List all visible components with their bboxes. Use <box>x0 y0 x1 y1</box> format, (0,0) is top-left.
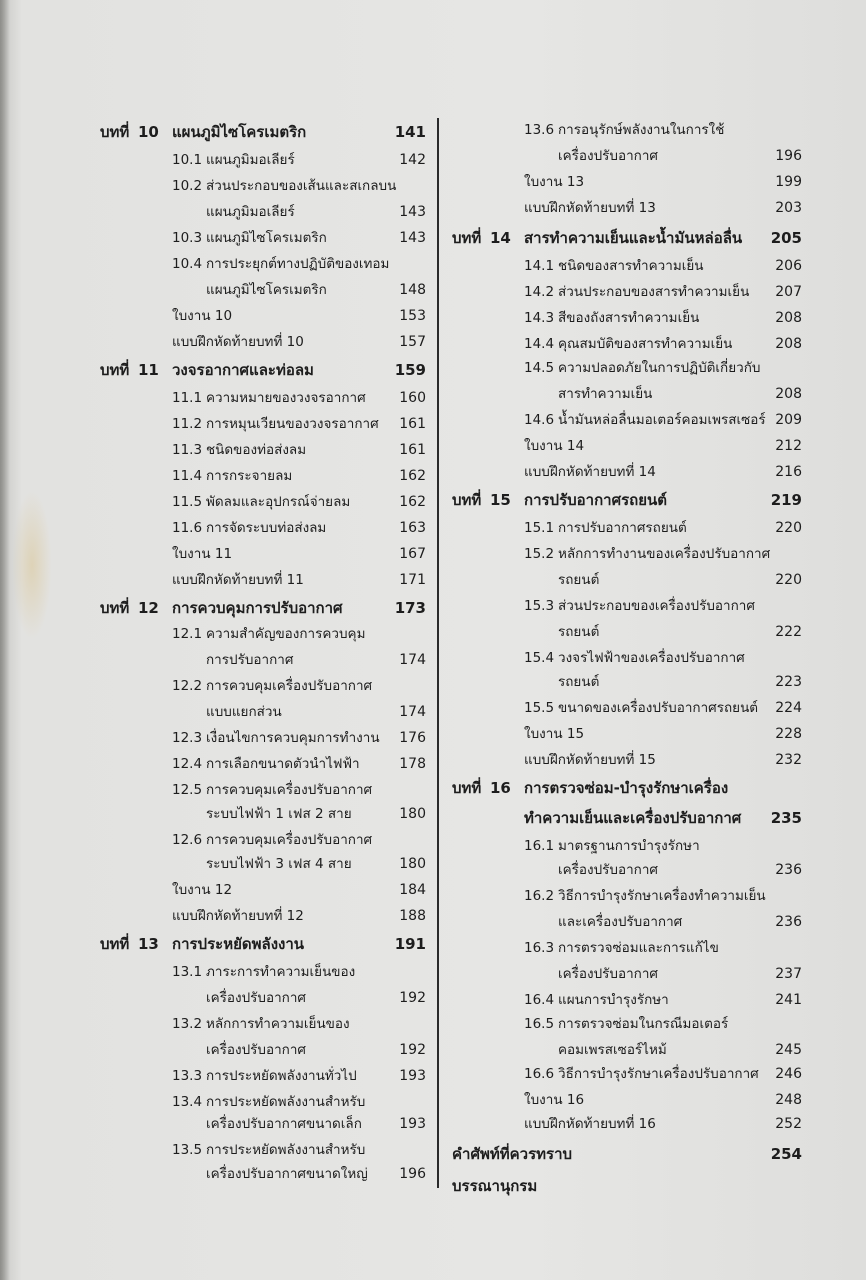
section-number: 11.4 <box>172 468 203 484</box>
entry-title: ใบงาน 14 <box>524 438 585 454</box>
section-title: สีของถังสารทำความเย็น <box>558 310 700 326</box>
toc-section-entry-continued <box>100 278 428 302</box>
toc-section-entry <box>100 148 428 172</box>
page-number: 153 <box>399 308 426 324</box>
toc-chapter-entry <box>100 358 428 382</box>
chapter-number: 15 <box>490 491 511 509</box>
page-number: 143 <box>399 204 426 220</box>
entry-title: ใบงาน 11 <box>172 546 233 562</box>
page-number: 245 <box>775 1042 802 1058</box>
section-title: การประยุกต์ทางปฏิบัติของเทอม <box>206 256 390 272</box>
toc-chapter-entry <box>100 120 428 144</box>
page-number: 207 <box>775 284 802 300</box>
toc-worksheet-entry <box>100 904 428 928</box>
page-number: 162 <box>399 494 426 510</box>
chapter-number: 11 <box>138 361 159 379</box>
section-title: การเลือกขนาดตัวนำไฟฟ้า <box>206 756 360 772</box>
page-number: 157 <box>399 334 426 350</box>
chapter-label: บทที่ <box>452 229 482 247</box>
page-number: 252 <box>775 1116 802 1132</box>
toc-worksheet-entry <box>452 1088 804 1112</box>
toc-section-entry <box>452 516 804 540</box>
entry-title: ใบงาน 12 <box>172 882 233 898</box>
toc-section-entry <box>100 464 428 488</box>
toc-worksheet-entry <box>100 878 428 902</box>
section-title: หลักการทำงานของเครื่องปรับอากาศ <box>558 546 771 562</box>
section-number: 15.5 <box>524 700 555 716</box>
toc-section-entry <box>100 1138 428 1162</box>
section-title: ส่วนประกอบของสารทำความเย็น <box>558 284 750 300</box>
section-number: 16.1 <box>524 838 555 854</box>
toc-chapter-entry <box>100 596 428 620</box>
page-number: 163 <box>399 520 426 536</box>
toc-section-entry-continued <box>100 852 428 876</box>
page-number: 196 <box>775 148 802 164</box>
chapter-number: 10 <box>138 123 159 141</box>
page-number: 160 <box>399 390 426 406</box>
page-number: 236 <box>775 914 802 930</box>
chapter-label: บทที่ <box>100 361 130 379</box>
chapter-title: แผนภูมิไซโครเมตริก <box>172 123 307 141</box>
section-number: 10.4 <box>172 256 203 272</box>
section-number: 15.1 <box>524 520 555 536</box>
backmatter-title: คำศัพท์ที่ควรทราบ <box>452 1145 573 1163</box>
chapter-title: การประหยัดพลังงาน <box>172 935 305 953</box>
section-number: 12.3 <box>172 730 203 746</box>
section-number: 11.1 <box>172 390 203 406</box>
toc-section-entry <box>100 412 428 436</box>
toc-section-entry <box>100 828 428 852</box>
page-number: 176 <box>399 730 426 746</box>
chapter-title: สารทำความเย็นและน้ำมันหล่อลื่น <box>524 229 743 247</box>
entry-title: ใบงาน 13 <box>524 174 585 190</box>
section-number: 15.4 <box>524 650 555 666</box>
toc-chapter-entry <box>100 932 428 956</box>
page-number: 248 <box>775 1092 802 1108</box>
section-title: แผนการบำรุงรักษา <box>558 992 669 1008</box>
toc-section-entry <box>100 226 428 250</box>
section-number: 14.5 <box>524 360 555 376</box>
chapter-number: 12 <box>138 599 159 617</box>
page-number: 167 <box>399 546 426 562</box>
page-number: 196 <box>399 1166 426 1182</box>
page-number: 171 <box>399 572 426 588</box>
section-number: 16.5 <box>524 1016 555 1032</box>
page-number: 141 <box>394 123 426 141</box>
section-number: 13.5 <box>172 1142 203 1158</box>
toc-section-entry <box>100 1012 428 1036</box>
toc-section-entry-continued <box>100 802 428 826</box>
toc-worksheet-entry <box>452 722 804 746</box>
toc-chapter-entry-continued <box>452 806 804 830</box>
toc-section-entry-continued <box>452 568 804 592</box>
entry-title: แบบฝึกหัดท้ายบทที่ 10 <box>172 334 304 350</box>
section-title: เครื่องปรับอากาศ <box>558 966 658 982</box>
section-title: รถยนต์ <box>558 624 600 640</box>
section-title: การควบคุมเครื่องปรับอากาศ <box>206 832 373 848</box>
paper-stain <box>12 490 52 640</box>
page-number: 159 <box>394 361 426 379</box>
toc-section-entry <box>452 408 804 432</box>
page-number: 224 <box>775 700 802 716</box>
page-number: 236 <box>775 862 802 878</box>
chapter-label: บทที่ <box>452 779 482 797</box>
section-title: การประหยัดพลังงานทั่วไป <box>206 1068 357 1084</box>
page-number: 237 <box>775 966 802 982</box>
toc-section-entry <box>452 1012 804 1036</box>
section-title: แผนภูมิมอเลียร์ <box>206 152 295 168</box>
toc-worksheet-entry <box>452 460 804 484</box>
section-title: ความหมายของวงจรอากาศ <box>206 390 366 406</box>
section-title: มาตรฐานการบำรุงรักษา <box>558 838 700 854</box>
section-number: 11.3 <box>172 442 203 458</box>
page-number: 148 <box>399 282 426 298</box>
chapter-number: 14 <box>490 229 511 247</box>
section-number: 16.2 <box>524 888 555 904</box>
chapter-label: บทที่ <box>452 491 482 509</box>
section-number: 11.5 <box>172 494 203 510</box>
toc-section-entry <box>452 332 804 356</box>
toc-section-entry <box>452 834 804 858</box>
toc-worksheet-entry <box>100 542 428 566</box>
chapter-label: บทที่ <box>100 599 130 617</box>
spine-shadow <box>0 0 10 1280</box>
toc-section-entry <box>100 752 428 776</box>
chapter-label: บทที่ <box>100 935 130 953</box>
toc-section-entry <box>100 960 428 984</box>
section-title: เครื่องปรับอากาศ <box>558 148 658 164</box>
page-number: 220 <box>775 572 802 588</box>
section-title: การควบคุมเครื่องปรับอากาศ <box>206 782 373 798</box>
toc-section-entry-continued <box>100 700 428 724</box>
section-title: พัดลมและอุปกรณ์จ่ายลม <box>206 494 351 510</box>
entry-title: แบบฝึกหัดท้ายบทที่ 16 <box>524 1116 656 1132</box>
page-number: 143 <box>399 230 426 246</box>
toc-section-entry-continued <box>100 1112 428 1136</box>
toc-worksheet-entry <box>100 330 428 354</box>
chapter-title: วงจรอากาศและท่อลม <box>172 361 314 379</box>
section-title: การกระจายลม <box>206 468 293 484</box>
page-number: 161 <box>399 442 426 458</box>
page-number: 180 <box>399 856 426 872</box>
toc-worksheet-entry <box>452 196 804 220</box>
toc-section-entry <box>100 252 428 276</box>
page-number: 161 <box>399 416 426 432</box>
section-number: 12.1 <box>172 626 203 642</box>
toc-worksheet-entry <box>100 304 428 328</box>
section-number: 14.1 <box>524 258 555 274</box>
section-title: เครื่องปรับอากาศ <box>558 862 658 878</box>
section-title: ความสำคัญของการควบคุม <box>206 626 366 642</box>
section-title: คุณสมบัติของสารทำความเย็น <box>558 336 733 352</box>
toc-section-entry <box>100 386 428 410</box>
toc-section-entry <box>452 306 804 330</box>
toc-section-entry <box>100 1090 428 1114</box>
toc-section-entry <box>100 490 428 514</box>
entry-title: ใบงาน 10 <box>172 308 233 324</box>
section-title: วิธีการบำรุงรักษาเครื่องทำความเย็น <box>558 888 766 904</box>
section-title: ความปลอดภัยในการปฏิบัติเกี่ยวกับ <box>558 360 761 376</box>
section-title: การปรับอากาศ <box>206 652 294 668</box>
section-title: วงจรไฟฟ้าของเครื่องปรับอากาศ <box>558 650 745 666</box>
toc-worksheet-entry <box>100 568 428 592</box>
section-title: รถยนต์ <box>558 674 600 690</box>
page-number: 220 <box>775 520 802 536</box>
page-number: 193 <box>399 1068 426 1084</box>
section-number: 16.4 <box>524 992 555 1008</box>
page-number: 173 <box>394 599 426 617</box>
toc-chapter-entry <box>452 226 804 250</box>
toc-section-entry-continued <box>452 620 804 644</box>
toc-section-entry <box>100 516 428 540</box>
page-number: 223 <box>775 674 802 690</box>
page-number: 203 <box>775 200 802 216</box>
toc-section-entry-continued <box>452 144 804 168</box>
page-number: 174 <box>399 652 426 668</box>
section-title: และเครื่องปรับอากาศ <box>558 914 683 930</box>
section-title: คอมเพรสเซอร์ไหม้ <box>558 1042 667 1058</box>
page-number: 180 <box>399 806 426 822</box>
toc-section-entry-continued <box>100 986 428 1010</box>
section-title: รถยนต์ <box>558 572 600 588</box>
section-title: ส่วนประกอบของเส้นและสเกลบน <box>206 178 397 194</box>
chapter-title: การควบคุมการปรับอากาศ <box>172 599 343 617</box>
section-title: แผนภูมิไซโครเมตริก <box>206 282 327 298</box>
page-number: 228 <box>775 726 802 742</box>
page-number: 205 <box>770 229 802 247</box>
section-number: 14.6 <box>524 412 555 428</box>
page-number: 209 <box>775 412 802 428</box>
section-number: 15.3 <box>524 598 555 614</box>
section-title: แผนภูมิไซโครเมตริก <box>206 230 327 246</box>
section-title: ระบบไฟฟ้า 3 เฟส 4 สาย <box>206 856 352 872</box>
section-number: 12.4 <box>172 756 203 772</box>
toc-section-entry-continued <box>452 670 804 694</box>
toc-section-entry <box>100 622 428 646</box>
chapter-title: ทำความเย็นและเครื่องปรับอากาศ <box>524 809 742 827</box>
section-number: 13.4 <box>172 1094 203 1110</box>
toc-section-entry-continued <box>452 910 804 934</box>
toc-section-entry-continued <box>452 962 804 986</box>
chapter-title: การตรวจซ่อม-บำรุงรักษาเครื่อง <box>524 779 729 797</box>
section-title: สารทำความเย็น <box>558 386 653 402</box>
toc-section-entry <box>100 726 428 750</box>
entry-title: ใบงาน 16 <box>524 1092 585 1108</box>
section-number: 13.3 <box>172 1068 203 1084</box>
page-number: 192 <box>399 990 426 1006</box>
chapter-title: การปรับอากาศรถยนต์ <box>524 491 668 509</box>
section-number: 12.2 <box>172 678 203 694</box>
page-number: 222 <box>775 624 802 640</box>
section-number: 10.1 <box>172 152 203 168</box>
toc-section-entry <box>100 778 428 802</box>
page-number: 192 <box>399 1042 426 1058</box>
page-number: 208 <box>775 310 802 326</box>
section-title: การควบคุมเครื่องปรับอากาศ <box>206 678 373 694</box>
toc-section-entry <box>100 174 428 198</box>
section-title: ชนิดของสารทำความเย็น <box>558 258 704 274</box>
section-number: 14.2 <box>524 284 555 300</box>
toc-section-entry-continued <box>100 1038 428 1062</box>
entry-title: แบบฝึกหัดท้ายบทที่ 12 <box>172 908 304 924</box>
column-divider <box>437 118 439 1188</box>
section-title: การตรวจซ่อมและการแก้ไข <box>558 940 719 956</box>
section-title: เครื่องปรับอากาศขนาดใหญ่ <box>206 1166 368 1182</box>
toc-section-entry-continued <box>452 382 804 406</box>
toc-section-entry <box>452 254 804 278</box>
toc-worksheet-entry <box>452 748 804 772</box>
section-number: 11.2 <box>172 416 203 432</box>
page-number: 219 <box>770 491 802 509</box>
toc-chapter-entry <box>452 776 804 800</box>
section-title: การประหยัดพลังงานสำหรับ <box>206 1142 366 1158</box>
section-title: ส่วนประกอบของเครื่องปรับอากาศ <box>558 598 755 614</box>
entry-title: แบบฝึกหัดท้ายบทที่ 11 <box>172 572 304 588</box>
section-number: 16.6 <box>524 1066 555 1082</box>
section-title: การจัดระบบท่อส่งลม <box>206 520 327 536</box>
section-title: วิธีการบำรุงรักษาเครื่องปรับอากาศ <box>558 1066 759 1082</box>
section-title: ชนิดของท่อส่งลม <box>206 442 307 458</box>
page-number: 246 <box>775 1066 802 1082</box>
page-number: 199 <box>775 174 802 190</box>
section-number: 13.2 <box>172 1016 203 1032</box>
section-title: การอนุรักษ์พลังงานในการใช้ <box>558 122 725 138</box>
toc-section-entry <box>452 646 804 670</box>
entry-title: แบบฝึกหัดท้ายบทที่ 15 <box>524 752 656 768</box>
section-title: เงื่อนไขการควบคุมการทำงาน <box>206 730 380 746</box>
section-title: การประหยัดพลังงานสำหรับ <box>206 1094 366 1110</box>
section-number: 11.6 <box>172 520 203 536</box>
section-title: หลักการทำความเย็นของ <box>206 1016 350 1032</box>
section-number: 16.3 <box>524 940 555 956</box>
page-number: 178 <box>399 756 426 772</box>
toc-section-entry <box>452 988 804 1012</box>
section-number: 12.6 <box>172 832 203 848</box>
chapter-label: บทที่ <box>100 123 130 141</box>
section-title: เครื่องปรับอากาศ <box>206 1042 306 1058</box>
page-number: 174 <box>399 704 426 720</box>
section-title: การปรับอากาศรถยนต์ <box>558 520 687 536</box>
section-title: ภาระการทำความเย็นของ <box>206 964 356 980</box>
page-number: 254 <box>770 1145 802 1163</box>
chapter-number: 16 <box>490 779 511 797</box>
entry-title: แบบฝึกหัดท้ายบทที่ 14 <box>524 464 656 480</box>
toc-section-entry <box>452 118 804 142</box>
section-number: 10.2 <box>172 178 203 194</box>
section-title: แผนภูมิมอเลียร์ <box>206 204 295 220</box>
toc-section-entry-continued <box>100 1162 428 1186</box>
section-number: 14.4 <box>524 336 555 352</box>
toc-worksheet-entry <box>452 1112 804 1136</box>
page-number: 241 <box>775 992 802 1008</box>
toc-worksheet-entry <box>452 434 804 458</box>
section-number: 10.3 <box>172 230 203 246</box>
chapter-number: 13 <box>138 935 159 953</box>
section-title: การตรวจซ่อมในกรณีมอเตอร์ <box>558 1016 729 1032</box>
toc-section-entry-continued <box>100 200 428 224</box>
toc-section-entry <box>100 1064 428 1088</box>
toc-backmatter-entry <box>452 1174 804 1198</box>
page-number: 162 <box>399 468 426 484</box>
section-title: เครื่องปรับอากาศขนาดเล็ก <box>206 1116 362 1132</box>
toc-section-entry <box>452 594 804 618</box>
section-title: แบบแยกส่วน <box>206 704 282 720</box>
page-number: 188 <box>399 908 426 924</box>
toc-section-entry <box>100 674 428 698</box>
entry-title: แบบฝึกหัดท้ายบทที่ 13 <box>524 200 656 216</box>
section-number: 15.2 <box>524 546 555 562</box>
toc-chapter-entry <box>452 488 804 512</box>
section-title: เครื่องปรับอากาศ <box>206 990 306 1006</box>
toc-section-entry <box>452 356 804 380</box>
page-number: 208 <box>775 386 802 402</box>
toc-section-entry <box>452 696 804 720</box>
page-number: 142 <box>399 152 426 168</box>
section-number: 12.5 <box>172 782 203 798</box>
toc-worksheet-entry <box>452 170 804 194</box>
page-number: 193 <box>399 1116 426 1132</box>
section-title: ขนาดของเครื่องปรับอากาศรถยนต์ <box>558 700 759 716</box>
section-title: น้ำมันหล่อลื่นมอเตอร์คอมเพรสเซอร์ <box>558 412 766 428</box>
page-number: 206 <box>775 258 802 274</box>
section-title: การหมุนเวียนของวงจรอากาศ <box>206 416 379 432</box>
entry-title: ใบงาน 15 <box>524 726 585 742</box>
toc-section-entry-continued <box>452 1038 804 1062</box>
toc-section-entry-continued <box>452 858 804 882</box>
toc-section-entry <box>452 280 804 304</box>
toc-section-entry <box>452 542 804 566</box>
page-number: 191 <box>394 935 426 953</box>
toc-section-entry <box>452 1062 804 1086</box>
page-number: 235 <box>770 809 802 827</box>
toc-section-entry-continued <box>100 648 428 672</box>
page-number: 212 <box>775 438 802 454</box>
page-number: 232 <box>775 752 802 768</box>
section-number: 14.3 <box>524 310 555 326</box>
section-number: 13.1 <box>172 964 203 980</box>
page-number: 184 <box>399 882 426 898</box>
page-number: 216 <box>775 464 802 480</box>
toc-section-entry <box>100 438 428 462</box>
page-number: 208 <box>775 336 802 352</box>
toc-section-entry <box>452 936 804 960</box>
toc-backmatter-entry <box>452 1142 804 1166</box>
section-number: 13.6 <box>524 122 555 138</box>
toc-section-entry <box>452 884 804 908</box>
section-title: ระบบไฟฟ้า 1 เฟส 2 สาย <box>206 806 352 822</box>
backmatter-title: บรรณานุกรม <box>452 1177 538 1195</box>
